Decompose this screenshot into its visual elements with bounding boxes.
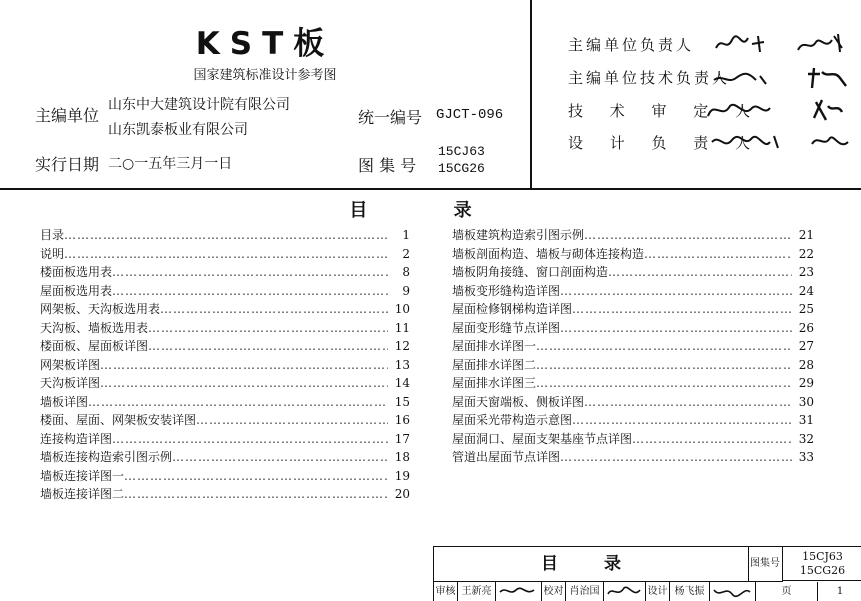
- signature-block: [532, 0, 861, 188]
- toc-entry-page: 26: [798, 320, 814, 335]
- toc-leader-dots: [632, 430, 792, 449]
- toc-entry-title: 墙板变形缝构造详图: [452, 283, 561, 298]
- toc-entry-page: 16: [394, 413, 410, 427]
- toc-entry: [452, 263, 814, 282]
- page-label: 页: [756, 582, 818, 601]
- toc-entry-page: 27: [798, 339, 814, 353]
- toc-leader-dots: [172, 448, 388, 467]
- toc-entry: [40, 226, 410, 245]
- review-name: 王新亮: [458, 582, 496, 601]
- page-title: KST板: [195, 26, 335, 62]
- toc-entry: [452, 374, 814, 393]
- toc-leader-dots: [88, 393, 388, 412]
- toc-entry-page: 19: [394, 468, 410, 483]
- toc-leader-dots: [608, 263, 792, 282]
- signature-role-design-lead: 设 计 负 责 人: [568, 134, 762, 152]
- signature-scribble-4: [708, 128, 858, 150]
- toc-entry: [40, 245, 410, 264]
- toc-leader-dots: [536, 337, 792, 356]
- toc-entry: [452, 226, 814, 245]
- effective-date-label: 实行日期: [35, 155, 100, 174]
- design-signature: [710, 582, 756, 601]
- toc-entry: [40, 282, 410, 301]
- toc-entry: [40, 356, 410, 375]
- subtitle: 国家建筑标准设计参考图: [193, 68, 337, 83]
- toc-entry-page: 8: [402, 265, 410, 279]
- proof-name: 肖治国: [566, 582, 604, 601]
- signature-role-tech-lead: 主编单位技术负责人: [568, 69, 731, 87]
- toc-left-column: [40, 226, 410, 504]
- unified-number: GJCT-096: [436, 107, 504, 123]
- effective-date: 二○一五年三月一日: [108, 156, 233, 172]
- toc-entry: [40, 411, 410, 430]
- toc-entry-page: 17: [394, 431, 410, 446]
- toc-entry-page: 12: [394, 339, 410, 353]
- toc-entry-title: 屋面采光带构造示意图: [452, 413, 573, 427]
- toc-entry-page: 25: [798, 302, 814, 316]
- signature-role-reviewer: 技 术 审 定 人: [568, 102, 762, 120]
- toc-entry-title: 网架板、天沟板选用表: [40, 302, 161, 316]
- toc-leader-dots: [124, 485, 388, 504]
- toc-entry: [452, 448, 814, 467]
- toc-leader-dots: [112, 263, 388, 282]
- title-block-atlas-value: [783, 547, 861, 581]
- toc-entry-title: 网架板详图: [40, 357, 101, 372]
- toc-entry-title: 屋面天窗端板、侧板详图: [452, 394, 585, 409]
- title-block-atlas-label: 图集号: [748, 547, 783, 582]
- toc-entry-title: 屋面检修钢梯构造详图: [452, 302, 573, 316]
- toc-entry-page: 20: [394, 487, 410, 501]
- toc-entry: [452, 245, 814, 264]
- toc-entry-title: 管道出屋面节点详图: [452, 450, 561, 464]
- toc-entry-page: 9: [402, 283, 410, 298]
- toc-entry: [40, 393, 410, 412]
- toc-entry-title: 屋面排水详图三: [452, 376, 537, 390]
- toc-entry: [40, 448, 410, 467]
- toc-entry-title: 墙板连接构造索引图示例: [40, 450, 173, 464]
- toc-entry-page: 22: [798, 246, 814, 261]
- design-label: 设计: [646, 582, 670, 601]
- editor-1: 山东中大建筑设计院有限公司: [108, 97, 290, 113]
- toc-entry-title: 楼面板、屋面板详图: [40, 339, 149, 353]
- toc-right-column: [452, 226, 814, 467]
- toc-leader-dots: [560, 282, 792, 301]
- toc-heading: 目 录: [349, 200, 512, 221]
- toc-entry-title: 天沟板、墙板选用表: [40, 320, 149, 335]
- toc-leader-dots: [124, 467, 388, 486]
- toc-leader-dots: [560, 319, 792, 338]
- signature-scribble-3: [704, 96, 854, 118]
- signature-role-chief-editor: 主编单位负责人: [568, 36, 695, 54]
- toc-entry-title: 墙板连接详图一: [40, 468, 125, 483]
- toc-entry-title: 连接构造详图: [40, 431, 113, 446]
- toc-entry-page: 24: [798, 283, 814, 298]
- toc-leader-dots: [100, 356, 388, 375]
- toc-entry-page: 2: [402, 246, 410, 261]
- toc-entry: [40, 430, 410, 449]
- page-number: 1: [836, 586, 844, 597]
- toc-entry-page: 28: [798, 357, 814, 372]
- toc-leader-dots: [100, 374, 388, 393]
- toc-entry-title: 楼面板选用表: [40, 265, 113, 279]
- title-block-atlas-number-1: 15CJ63: [802, 550, 843, 563]
- toc-entry-page: 32: [798, 431, 814, 446]
- toc-entry: [452, 393, 814, 412]
- toc-entry: [40, 337, 410, 356]
- toc-entry: [452, 430, 814, 449]
- toc-entry-title: 天沟板详图: [40, 376, 101, 390]
- toc-entry: [452, 282, 814, 301]
- toc-leader-dots: [584, 226, 792, 245]
- title-block-name: 目 录: [434, 547, 749, 582]
- toc-entry-page: 31: [798, 413, 814, 427]
- toc-entry: [40, 374, 410, 393]
- toc-entry-title: 目录: [40, 228, 65, 242]
- toc-entry: [452, 319, 814, 338]
- toc-entry-page: 29: [798, 376, 814, 390]
- title-block-atlas-number-2: 15CG26: [799, 564, 846, 577]
- toc-entry-page: 13: [394, 357, 410, 372]
- editor-2: 山东凯泰板业有限公司: [108, 122, 248, 138]
- toc-entry-title: 屋面排水详图一: [452, 339, 537, 353]
- atlas-number-2: 15CG26: [438, 161, 485, 176]
- title-block-signoff-row: [434, 582, 861, 601]
- toc-leader-dots: [536, 356, 792, 375]
- proof-signature: [604, 582, 646, 601]
- toc-leader-dots: [644, 245, 792, 264]
- toc-entry-title: 说明: [40, 246, 65, 261]
- toc-entry-title: 屋面板选用表: [40, 283, 113, 298]
- toc-entry: [452, 337, 814, 356]
- toc-entry: [40, 300, 410, 319]
- toc-entry: [40, 263, 410, 282]
- atlas-number-label: 图 集 号: [358, 156, 417, 175]
- toc-entry: [452, 356, 814, 375]
- toc-entry-title: 楼面、屋面、网架板安装详图: [40, 413, 197, 427]
- header-bottom-rule: [0, 188, 861, 190]
- toc-entry-title: 屋面变形缝节点详图: [452, 320, 561, 335]
- toc-leader-dots: [64, 245, 388, 264]
- toc-entry-page: 15: [394, 394, 410, 409]
- toc-entry-title: 墙板连接详图二: [40, 487, 125, 501]
- toc-entry-page: 33: [798, 450, 814, 464]
- toc-leader-dots: [112, 430, 388, 449]
- toc-leader-dots: [572, 300, 792, 319]
- toc-entry-title: 墙板详图: [40, 394, 89, 409]
- review-signature: [496, 582, 542, 601]
- review-label: 审核: [434, 582, 458, 601]
- toc-entry-page: 21: [798, 228, 814, 242]
- toc-leader-dots: [148, 319, 388, 338]
- toc-leader-dots: [196, 411, 388, 430]
- toc-entry-page: 11: [394, 320, 410, 335]
- toc-entry-title: 墙板建筑构造索引图示例: [452, 228, 585, 242]
- toc-entry: [452, 300, 814, 319]
- toc-entry: [40, 319, 410, 338]
- unified-number-label: 统一编号: [358, 108, 423, 127]
- toc-leader-dots: [584, 393, 792, 412]
- toc-entry-title: 屋面排水详图二: [452, 357, 537, 372]
- proof-label: 校对: [542, 582, 566, 601]
- editor-label: 主编单位: [35, 106, 100, 125]
- toc-entry-page: 30: [798, 394, 814, 409]
- toc-leader-dots: [160, 300, 388, 319]
- signature-scribble-2: [708, 64, 858, 86]
- toc-leader-dots: [572, 411, 792, 430]
- toc-entry-page: 23: [798, 265, 814, 279]
- toc-entry-page: 10: [394, 302, 410, 316]
- title-block: [433, 546, 861, 601]
- title-header: [0, 0, 530, 188]
- toc-entry-title: 屋面洞口、屋面支架基座节点详图: [452, 431, 633, 446]
- toc-entry-title: 墙板剖面构造、墙板与砌体连接构造: [452, 246, 645, 261]
- toc-entry: [452, 411, 814, 430]
- toc-entry-title: 墙板阴角接缝、窗口剖面构造: [452, 265, 609, 279]
- toc-leader-dots: [536, 374, 792, 393]
- toc-entry: [40, 467, 410, 486]
- atlas-number-1: 15CJ63: [438, 144, 485, 159]
- toc-entry-page: 18: [394, 450, 410, 464]
- design-name: 杨飞振: [670, 582, 710, 601]
- toc-entry-page: 1: [402, 228, 410, 242]
- toc-entry-page: 14: [394, 376, 410, 390]
- toc-entry: [40, 485, 410, 504]
- toc-leader-dots: [64, 226, 388, 245]
- toc-leader-dots: [560, 448, 792, 467]
- signature-scribble-1: [712, 30, 852, 52]
- toc-leader-dots: [148, 337, 388, 356]
- toc-leader-dots: [112, 282, 388, 301]
